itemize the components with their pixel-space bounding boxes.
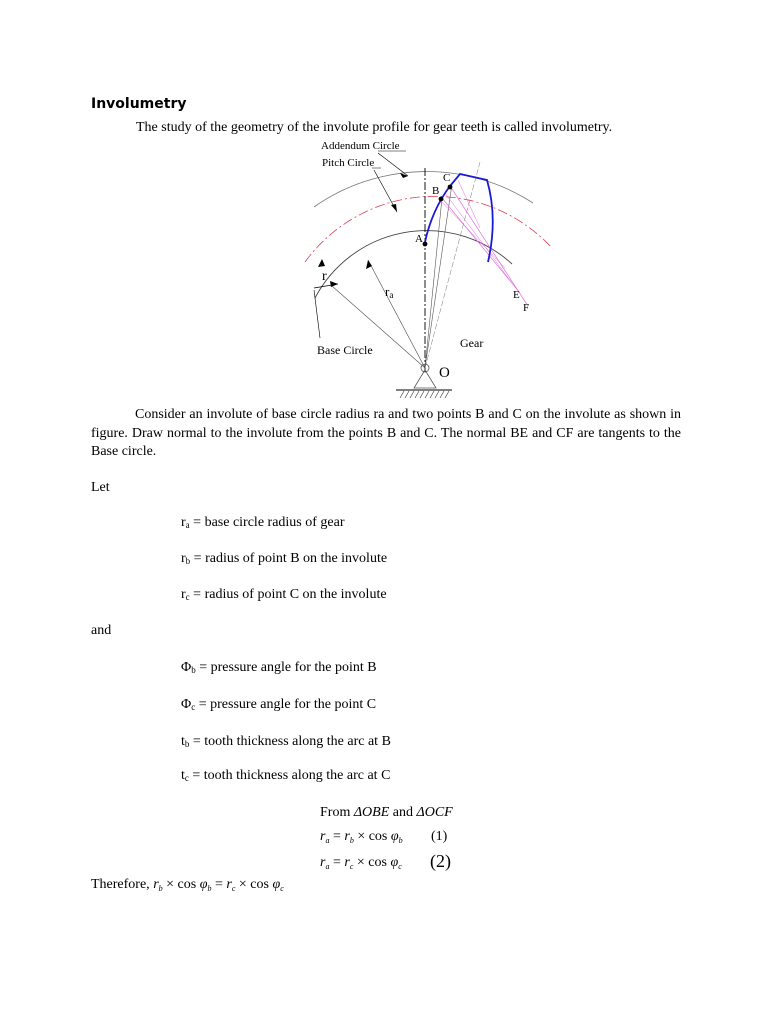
point-e-label: E — [513, 289, 520, 301]
addendum-leader — [378, 153, 408, 176]
ground-hatch — [400, 391, 449, 398]
point-b-label: B — [432, 185, 440, 197]
def-ra: $r_a$ = base circle radius of gear — [181, 515, 345, 530]
point-b-dot — [439, 197, 444, 202]
point-c-dot — [448, 185, 453, 190]
point-a-label: A — [415, 233, 423, 245]
def-tb: $t_b$ = tooth thickness along the arc at B — [181, 734, 391, 749]
base-circle-label: Base Circle — [317, 343, 373, 357]
def-tc: $t_c$ = tooth thickness along the arc at C — [181, 768, 391, 783]
tangent-cf — [450, 186, 528, 306]
tangent-line — [445, 193, 512, 283]
tangent-be — [442, 198, 520, 293]
tangent-line — [440, 200, 505, 268]
r-label: r — [322, 269, 327, 284]
let-label: Let — [91, 480, 110, 495]
equation-2-number: (2) — [430, 851, 451, 871]
def-rb: $r_b$ = radius of point B on the involute — [181, 551, 388, 566]
pitch-circle-label: Pitch Circle — [322, 157, 375, 169]
radial-line — [425, 198, 442, 368]
gear-label: Gear — [460, 336, 484, 350]
description-paragraph: Consider an involute of base circle radius ra and two points B and C on the involute as shown in figure. Draw normal to the involute from the points B and C. The normal BE and CF are tangents to the Base circle. — [91, 407, 681, 459]
point-a-dot — [423, 242, 428, 247]
base-circle-leader — [314, 290, 320, 338]
from-line: From ΔOBE and ΔOCF — [320, 805, 453, 820]
ra-arrow — [368, 260, 425, 368]
def-phib: $\Phi_b$ = pressure angle for the point B — [181, 660, 377, 675]
equation-1: $r_a = r_b \times \cos \varphi_b$ — [320, 829, 403, 845]
involute-figure — [300, 138, 560, 400]
intro-sentence: The study of the geometry of the involute profile for gear teeth is called involumetry. — [136, 120, 613, 135]
and-label: and — [91, 623, 112, 638]
ra-label: ra — [385, 284, 394, 300]
therefore-line: Therefore, $r_b \times \cos \varphi_b = r_c \times \cos \varphi_c$ — [91, 877, 284, 893]
radial-line — [425, 184, 452, 368]
point-o-label: O — [439, 365, 450, 381]
section-title: Involumetry — [91, 96, 187, 112]
equation-2: $r_a = r_c \times \cos \varphi_c$ — [320, 855, 402, 871]
equation-1-number: (1) — [431, 829, 448, 844]
addendum-circle-label: Addendum Circle — [321, 140, 400, 152]
point-f-label: F — [523, 302, 530, 314]
def-rc: $r_c$ = radius of point C on the involute — [181, 587, 387, 602]
point-c-label: C — [443, 172, 451, 184]
addendum-circle-arc — [314, 172, 533, 207]
base-circle-arc — [315, 231, 512, 298]
addendum-arrowhead — [400, 173, 408, 178]
r-tick-arrow — [330, 281, 338, 287]
r-arrowhead — [318, 259, 325, 267]
def-phic: $\Phi_c$ = pressure angle for the point C — [181, 697, 377, 712]
support-triangle — [414, 370, 436, 388]
pitch-arrowhead — [391, 204, 397, 212]
